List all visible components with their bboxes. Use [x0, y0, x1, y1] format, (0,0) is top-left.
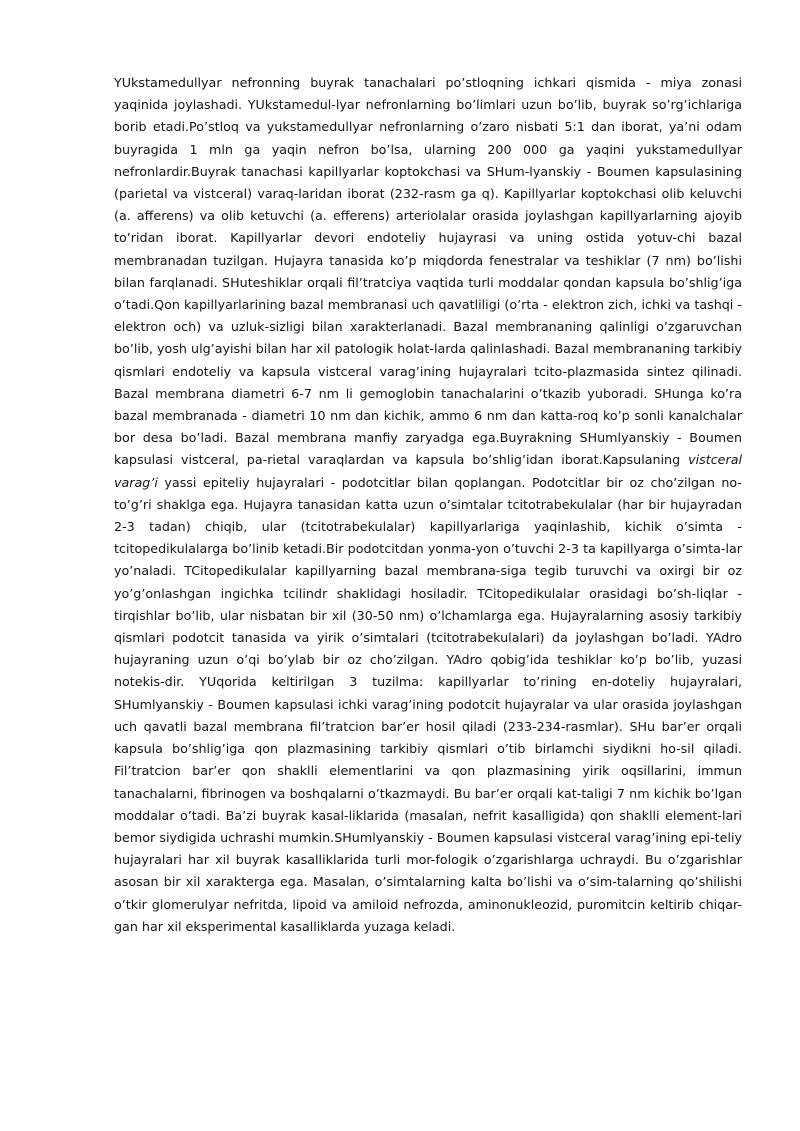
paragraph-text-part-2: yassi epiteliy hujayralari - podotcitlar bilan qoplangan. Podotcitlar bir oz cho’zilgan no-to’g’ri shaklga ega. Hujayra tanasidan katta uzun o’simtalar tcitotrabekulalar (har bir hujayradan 2-3 tadan) chiqib, ular (tcitotrabekulalar) kapillyarlariga yaqinlashib, kichik o’simta - tcitopedikulalarga bo’linib ketadi.Bir podotcitdan yonma-yon o’tuvchi 2-3 ta kapillyarga o’simta-lar yo’naladi. TCitopedikulalar kapillyarning bazal membrana-siga tegib turuvchi va oxirgi bir oz yo’g’onlashgan ingichka tcilindr shaklidagi hosiladir. TCitopedikulalar orasidagi bo’sh-liqlar - tirqishlar bo’lib, ular nisbatan bir xil (30-50 nm) o’lchamlarga ega. Hujayralarning asosiy tarkibiy qismlari podotcit tanasida va yirik o’simtalari (tcitotrabekulalari) da joylashgan bo’ladi. YAdro hujayraning uzun o’qi bo’ylab bir oz cho’zilgan. YAdro qobig’ida teshiklar ko’p bo’lib, yuzasi notekis-dir. YUqorida keltirilgan 3 tuzilma: kapillyarlar to’rining en-doteliy hujayralari, SHumlyanskiy - Boumen kapsulasi ichki varag’ining podotcit hujayralar va ular orasida joylashgan uch qavatli bazal membrana fil’tratcion bar’er hosil qiladi (233-234-rasmlar). SHu bar’er orqali kapsula bo’shlig’iga qon plazmasining tarkibiy qismlari o’tib birlamchi siydikni ho-sil qiladi. Fil’tratcion bar’er qon shaklli elementlarini va qon plazmasining yirik oqsillarini, immun tanachalarni, fibrinogen va boshqalarni o’tkazmaydi. Bu bar’er orqali kat-taligi 7 nm kichik bo’lgan moddalar o’tadi. Ba’zi buyrak kasal-liklarida (masalan, nefrit kasalligida) qon shaklli element-lari bemor siydigida uchrashi mumkin.SHumlyanskiy - Boumen kapsulasi vistceral varag’ining epi-teliy hujayralari har xil buyrak kasalliklarida turli mor-fologik o’zgarishlarga uchraydi. Bu o’zgarishlar asosan bir xil xarakterga ega. Masalan, o’simtalarning kalta bo’lishi va o’sim-talarning qo’shilishi o’tkir glomerulyar nefritda, lipoid va amiloid nefrozda, aminonukleozid, puromitcin keltirib chiqar-gan har xil eksperimental kasalliklarda yuzaga keladi. — [114, 474, 742, 934]
document-page — [114, 72, 742, 938]
body-paragraph — [114, 72, 742, 938]
paragraph-italic-term: vistceral varag’i — [114, 452, 742, 490]
paragraph-text-part-1: YUkstamedullyar nefronning buyrak tanachalari po’stloqning ichkari qismida - miya zonasi yaqinida joylashadi. YUkstamedul-lyar nefronlarning bo’limlari uzun bo’lib, buyrak so’rg’ichlariga borib etadi.Po’stloq va yukstamedullyar nefronlarning o’zaro nisbati 5:1 dan iborat, ya’ni odam buyragida 1 mln ga yaqin nefron bo’lsa, ularning 200 000 ga yaqini yukstamedullyar nefronlardir.Buyrak tanachasi kapillyarlar koptokchasi va SHum-lyanskiy - Boumen kapsulasining (parietal va vistceral) varaq-laridan iborat (232-rasm ga q). Kapillyarlar koptokchasi olib keluvchi (a. afferens) va olib ketuvchi (a. efferens) arteriolalar orasida joylashgan kapillyarlarning ajoyib to’ridan iborat. Kapillyarlar devori endoteliy hujayrasi va uning ostida yotuv-chi bazal membranadan tuzilgan. Hujayra tanasida ko’p miqdorda fenestralar va teshiklar (7 nm) bo’lishi bilan farqlanadi. SHuteshiklar orqali fil’tratciya vaqtida turli moddalar qondan kapsula bo’shlig’iga o’tadi.Qon kapillyarlarining bazal membranasi uch qavatliligi (o’rta - elektron zich, ichki va tashqi - elektron och) va uzluk-sizligi bilan xarakterlanadi. Bazal membrananing qalinligi o’zgaruvchan bo’lib, yosh ulg’ayishi bilan har xil patologik holat-larda qalinlashadi. Bazal membrananing tarkibiy qismlari endoteliy va kapsula vistceral varag’ining hujayralari tcito-plazmasida sintez qilinadi. Bazal membrana diametri 6-7 nm li gemoglobin tanachalarini o’tkazib yuboradi. SHunga ko’ra bazal membranada - diametri 10 nm dan kichik, ammo 6 nm dan katta-roq ko’p sonli kanalchalar bor desa bo’ladi. Bazal membrana manfiy zaryadga ega.Buyrakning SHumlyanskiy - Boumen kapsulasi vistceral, pa-rietal varaqlardan va kapsula bo’shlig’idan iborat.Kapsulaning — [114, 75, 742, 468]
